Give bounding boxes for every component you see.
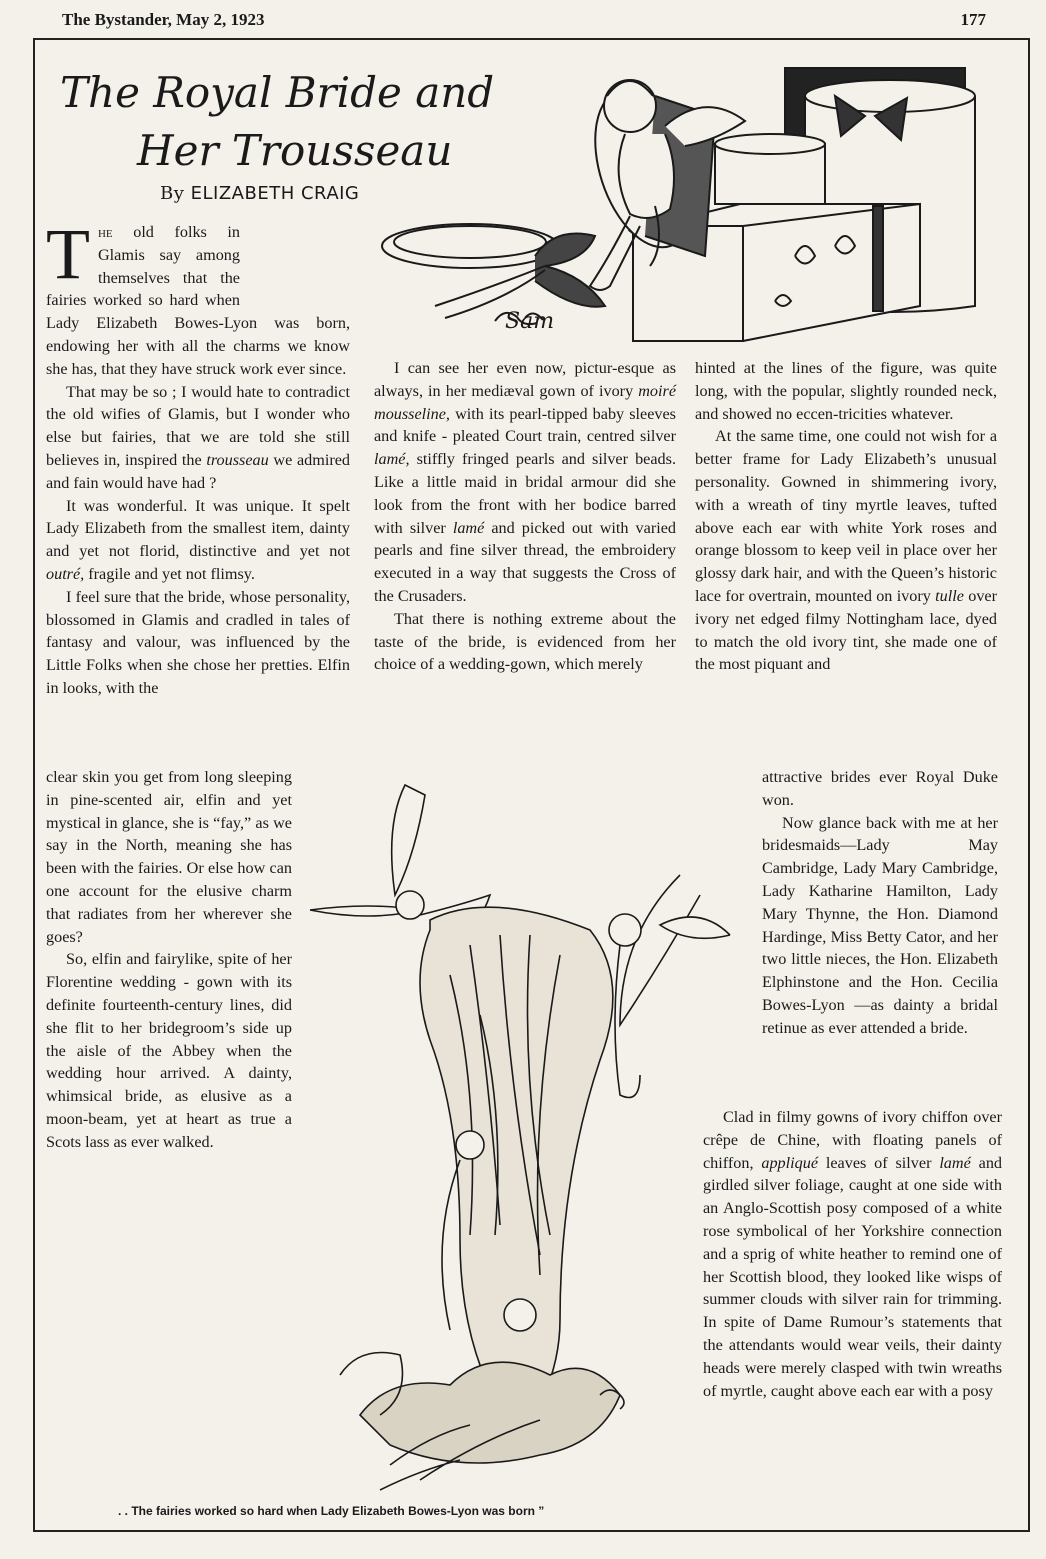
paragraph: clear skin you get from long sleeping in pine-scented air, elfin and yet mystical in glance, she is “fay,” as we say in the North, meaning she has been with the fairies. Or else how can one account for the elusive charm that radiates from her wherever she goes? (46, 768, 292, 946)
article-title-line-1: The Royal Bride and (60, 68, 495, 117)
column-2 (374, 357, 676, 676)
illustration-signature: Sam (505, 309, 555, 334)
column-3-middle (762, 766, 998, 1040)
paragraph: So, elfin and fairylike, spite of her Florentine wedding - gown with its definite fourteenth-century lines, did she flit to her bridegroom’s side up the aisle of the Abbey when the wedding hour arrived. A dainty, whimsical bride, as elusive as a moon-beam, yet at heart as true a Scots lass as ever walked. (46, 950, 292, 1151)
byline-by: By (160, 183, 185, 204)
paragraph: hinted at the lines of the figure, was quite long, with the popular, slightly rounded neck, and showed no eccen-tricities whatever. (695, 359, 997, 423)
illustration-caption: . . The fairies worked so hard when Lady Elizabeth Bowes-Lyon was born ” (118, 1504, 545, 1518)
column-1-lower (46, 766, 292, 1154)
page-number: 177 (960, 10, 986, 29)
paragraph: That may be so ; I would hate to contradict the old wifies of Glamis, but I wonder who else but fairies, that we are told she still believes in, inspired the trousseau we admired and fain would have had ? (46, 382, 350, 492)
paragraph: I can see her even now, pictur-esque as always, in her mediæval gown of ivory moiré mousseline, with its pearl-tipped baby sleeves and knife - pleated Court train, centred silver lamé, stiffly fringed pearls and silver beads. Like a little maid in bridal armour did she look from the front with her bodice barred with silver lamé and picked out with varied pearls and fine silver thread, the embroidery executed in a way that suggests the Cross of the Crusaders. (374, 359, 676, 605)
column-1-upper (46, 214, 350, 700)
paragraph: It was wonderful. It was unique. It spelt Lady Elizabeth from the smallest item, dainty and yet not florid, distinctive and yet not outré, fragile and yet not flimsy. (46, 496, 350, 583)
column-3-upper (695, 357, 997, 676)
paragraph: At the same time, one could not wish for a better frame for Lady Elizabeth’s unusual personality. Gowned in shimmering ivory, with a wreath of tiny myrtle leaves, tufted above each ear with white York roses and orange blossom to keep veil in place over her glossy dark hair, and with the Queen’s historic lace for overtrain, mounted on ivory tulle over ivory net edged filmy Nottingham lace, dyed to match the old ivory tint, she made one of the most piquant and (695, 427, 998, 674)
paragraph: Clad in filmy gowns of ivory chiffon over crêpe de Chine, with floating panels of chiffon, appliqué leaves of silver lamé and girdled silver foliage, caught at one side with an Anglo-Scottish posy composed of a white rose symbolical of her Yorkshire connection and a sprig of white heather to remind one of her Scottish blood, they looked like wisps of summer clouds with silver rain for trimming. In spite of Dame Rumour’s statements that the attendants would wear veils, their dainty heads were merely clasped with twin wreaths of myrtle, caught above each ear with a posy (703, 1108, 1003, 1400)
drop-cap: T (46, 214, 90, 294)
fairies-carrying-gown-illustration (300, 775, 760, 1500)
paragraph: Now glance back with me at her bridesmaids—Lady May Cambridge, Lady Mary Cambridge, Lady Katharine Hamilton, Lady Mary Thynne, the Hon. Diamond Hardinge, Miss Betty Cator, and her two little nieces, the Hon. Elizabeth Elphinstone and the Hon. Cecilia Bowes-Lyon —as dainty a bridal retinue as ever attended a bride. (762, 813, 998, 1037)
byline (160, 183, 359, 204)
cupid-with-hatboxes-illustration (375, 56, 990, 342)
running-header-publication: The Bystander, May 2, 1923 (62, 10, 265, 29)
paragraph: That there is nothing extreme about the taste of the bride, is evidenced from her choice of a wedding-gown, which merely (374, 609, 676, 674)
paragraph: attractive brides ever Royal Duke won. (762, 768, 998, 809)
paragraph: I feel sure that the bride, whose personality, blossomed in Glamis and cradled in tales of fantasy and valour, was influenced by the Little Folks when she chose her pretties. Elfin in looks, with the (46, 587, 350, 697)
opening-paragraph: The old folks in Glamis say among themselves that the fairies worked so hard when Lady Elizabeth Bowes-Lyon was born, endowing her with all the charms we know she has, that they have struck work ever since. (46, 214, 350, 378)
article-title-line-2: Her Trousseau (137, 126, 453, 175)
byline-author: ELIZABETH CRAIG (190, 183, 360, 204)
